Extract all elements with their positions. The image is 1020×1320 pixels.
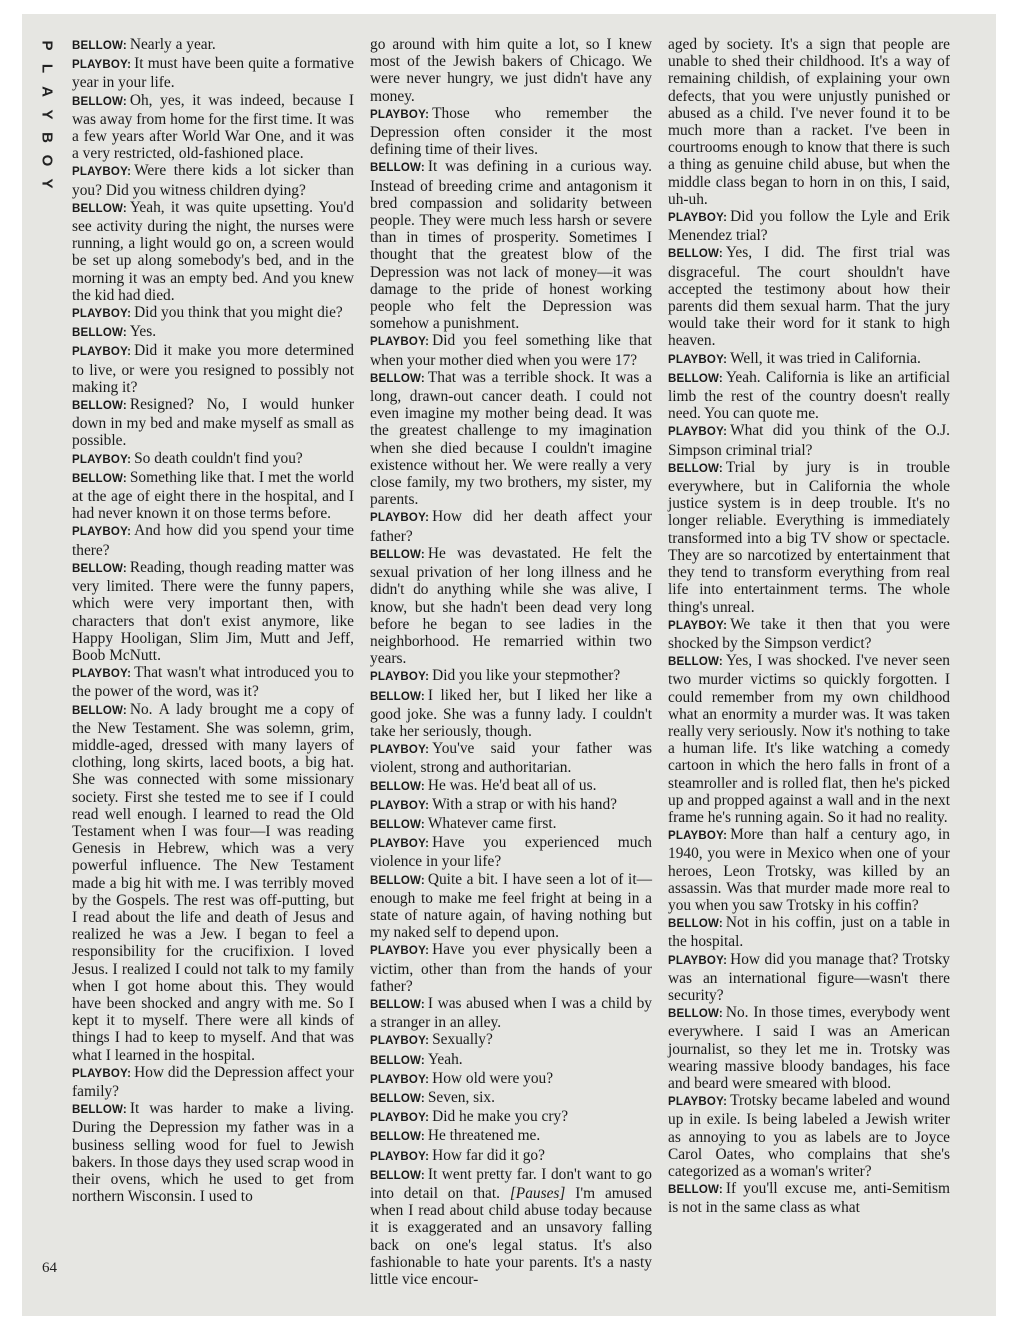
paragraph-text: Did you like your stepmother? [432, 667, 621, 685]
paragraph-text: Trial by jury is in trouble everywhere, but in California the whole justice system is in deep trouble. It's no longer reliable. Everything is immediately transformed into a big TV show or spectacle. They are so narcotized by entertainment that they tend to transform everything from real life into entertainment terms. The whole thing's unreal. [668, 458, 950, 616]
paragraph-text: Those who remember the Depression often consider it the most defining time of their lives. [370, 104, 652, 159]
speaker-label: PLAYBOY: [72, 166, 132, 179]
interview-paragraph [668, 616, 950, 652]
interview-paragraph [72, 701, 354, 1064]
paragraph-text: It must have been quite a formative year in your life. [72, 55, 354, 92]
speaker-label: PLAYBOY: [72, 346, 132, 359]
paragraph-text: Yes, I was shocked. I've never seen two murder victims so quickly forgotten. I could remember from my own childhood what an enormity a murder was. It was taken really very seriously. Now it's nothing to take a human life. It's like watching a comedy cartoon in which the hero falls in front of a steamroller and is rolled flat, then he's picked up and propped against a wall and in the next frame he's running again. So it had no reality. [668, 652, 950, 826]
speaker-label: PLAYBOY: [370, 1112, 430, 1125]
speaker-label: BELLOW: [370, 780, 425, 793]
interview-paragraph [370, 667, 652, 686]
speaker-label: BELLOW: [668, 462, 723, 475]
speaker-label: BELLOW: [370, 372, 425, 385]
interview-paragraph [370, 105, 652, 159]
speaker-label: PLAYBOY: [370, 1150, 430, 1163]
speaker-label: BELLOW: [370, 998, 425, 1011]
interview-paragraph [370, 1147, 652, 1166]
paragraph-text: How old were you? [432, 1069, 554, 1087]
paragraph-text: You've said your father was violent, strong and authoritarian. [370, 740, 652, 777]
interview-paragraph [370, 740, 652, 776]
paragraph-text: Did you think that you might die? [134, 304, 343, 322]
paragraph-text: aged by society. It's a sign that people are unable to shed their childhood. It's a way of remaining childish, of explaining your own defects, that you were unjustly punished or abused as a child. I've never found it to be much more than a racket. I've been in courtrooms enough to know that there is such a thing as genuine child abuse, but when the middle class began to horn in on this, I said, uh-uh. [668, 36, 950, 208]
speaker-label: PLAYBOY: [72, 308, 132, 321]
interview-paragraph [668, 1092, 950, 1180]
interview-paragraph [370, 796, 652, 815]
interview-paragraph [668, 652, 950, 826]
interview-paragraph [72, 323, 354, 342]
interview-paragraph [370, 815, 652, 834]
speaker-label: BELLOW: [370, 690, 425, 703]
paragraph-text: It went pretty far. I don't want to go into detail on that. [370, 1165, 652, 1202]
paragraph-text: go around with him quite a lot, so I knew most of the Jewish bakers of Chicago. We were never hungry, we just didn't have any money. [370, 36, 652, 105]
interview-paragraph [668, 1004, 950, 1092]
interview-paragraph [370, 871, 652, 942]
paragraph-text: More than half a century ago, in 1940, you were in Mexico when one of your heroes, Leon Trotsky, was killed by an assassin. Was that murder made more real to you when you saw Trotsky in his coffin? [668, 826, 950, 914]
speaker-label: PLAYBOY: [72, 1067, 132, 1080]
running-head-letter: P [38, 40, 56, 51]
speaker-label: PLAYBOY: [370, 1035, 430, 1048]
column-2 [370, 36, 652, 1288]
paragraph-text: He was. He'd beat all of us. [427, 776, 597, 794]
interview-paragraph [668, 459, 950, 616]
interview-paragraph [370, 508, 652, 544]
interview-paragraph [370, 1031, 652, 1050]
speaker-label: BELLOW: [72, 704, 127, 717]
speaker-label: PLAYBOY: [370, 512, 430, 525]
speaker-label: PLAYBOY: [370, 108, 430, 121]
paragraph-text: He threatened me. [427, 1127, 541, 1145]
paragraph-text: That wasn't what introduced you to the power of the word, was it? [72, 664, 354, 701]
interview-paragraph [370, 995, 652, 1031]
paragraph-text: Did it make you more determined to live, or were you resigned to possibly not making it? [72, 342, 354, 396]
speaker-label: BELLOW: [370, 818, 425, 831]
speaker-label: BELLOW: [72, 327, 127, 340]
interview-paragraph [370, 369, 652, 509]
interview-paragraph [72, 469, 354, 523]
paragraph-text: It was defining in a curious way. Instead of breeding crime and antagonism it bred compassion and solidarity between people. They were much less harsh or severe than in times of prosperity. Sometimes I thought that the greatest blow of the Depression was not lack of money—it was damage to the pride of honest working people who felt the Depression was somehow a punishment. [370, 158, 652, 333]
interview-paragraph [370, 687, 652, 741]
speaker-label: BELLOW: [668, 918, 723, 931]
column-3 [668, 36, 950, 1217]
running-head-letter: Y [38, 109, 56, 120]
speaker-label: BELLOW: [72, 95, 127, 108]
speaker-label: BELLOW: [668, 372, 723, 385]
speaker-label: BELLOW: [370, 1092, 425, 1105]
paragraph-text: Have you ever physically been a victim, other than from the hands of your father? [370, 941, 652, 995]
paragraph-text: We take it then that you were shocked by the Simpson verdict? [668, 615, 950, 652]
interview-paragraph [370, 1051, 652, 1070]
page-number: 64 [42, 1260, 57, 1276]
speaker-label: PLAYBOY: [370, 671, 430, 684]
paragraph-text: Not in his coffin, just on a table in the hospital. [668, 914, 950, 951]
speaker-label: BELLOW: [72, 202, 127, 215]
interview-paragraph [668, 826, 950, 914]
interview-paragraph [668, 914, 950, 950]
interview-paragraph [370, 158, 652, 332]
speaker-label: BELLOW: [370, 548, 425, 561]
speaker-label: PLAYBOY: [72, 526, 132, 539]
interview-paragraph [72, 396, 354, 450]
interview-paragraph [72, 1064, 354, 1100]
interview-paragraph [668, 1180, 950, 1216]
speaker-label: PLAYBOY: [370, 744, 430, 757]
paragraph-text: With a strap or with his hand? [432, 795, 618, 813]
paragraph-text: No. A lady brought me a copy of the New Testament. She was solemn, grim, middle-aged, dressed with many layers of clothing, long skirts, laced boots, a big hat. She was connected with some missionary society. First she tested me to see if I could read well enough. I learned to read the Old Testament when I was four—I was reading Genesis in Hebrew, which was a very powerful influence. The New Testament made a big hit with me. I was terribly moved by the Gospels. The rest was off-putting, but I read about the life and death of Jesus and realized he was a Jew. I began to feel a responsibility for the crucifixion. I loved Jesus. I realized I could not talk to my family when I got home about this. They would have been shocked and angry with me. So I kept it to myself. There were all kinds of things I had to keep to myself. And that was what I learned in the hospital. [72, 700, 354, 1064]
paragraph-text: Resigned? No, I would hunker down in my bed and make myself as small as possible. [72, 396, 354, 450]
interview-paragraph [668, 369, 950, 423]
speaker-label: PLAYBOY: [370, 336, 430, 349]
speaker-label: PLAYBOY: [72, 453, 132, 466]
interview-paragraph [668, 36, 950, 208]
paragraph-text: Yes, I did. The first trial was disgraceful. The court shouldn't have accepted the testimony about how their parents did them sexual harm. That the jury would take their word for it stank to high heaven. [668, 244, 950, 350]
paragraph-text: I was abused when I was a child by a stranger in an alley. [370, 994, 652, 1032]
paragraph-text: Quite a bit. I have seen a lot of it—enough to make me feel fright at being in a state of nature again, of having nothing but my naked self to depend upon. [370, 870, 652, 942]
interview-paragraph [72, 36, 354, 55]
speaker-label: BELLOW: [370, 1054, 425, 1067]
speaker-label: BELLOW: [668, 1008, 723, 1021]
speaker-label: PLAYBOY: [668, 830, 728, 843]
paragraph-text: Were there kids a lot sicker than you? Did you witness children dying? [72, 162, 354, 199]
interview-paragraph [370, 1166, 652, 1288]
paragraph-text: Nearly a year. [129, 36, 216, 53]
interview-paragraph [72, 1100, 354, 1205]
speaker-label: PLAYBOY: [668, 619, 728, 632]
paragraph-text: No. In those times, everybody went everywhere. I said I was an American journalist, so they let me in. Trotsky was wearing massive bloody bandages, his face and beard were smeared with blood. [668, 1004, 950, 1092]
interview-paragraph [72, 162, 354, 198]
paragraph-text: Trotsky became labeled and wound up in exile. Is being labeled a Jewish writer as annoying to you as labels are to Joyce Carol Oates, who complains that she's categorized as a woman's writer? [668, 1092, 950, 1180]
interview-paragraph [370, 777, 652, 796]
speaker-label: PLAYBOY: [370, 838, 430, 851]
interview-paragraph [72, 522, 354, 558]
interview-paragraph [370, 545, 652, 667]
paragraph-text: How did the Depression affect your family? [72, 1063, 354, 1100]
speaker-label: BELLOW: [72, 562, 127, 575]
paragraph-text: Well, it was tried in California. [730, 349, 921, 367]
interview-paragraph [370, 1089, 652, 1108]
paragraph-text: If you'll excuse me, anti-Semitism is not in the same class as what [668, 1180, 950, 1217]
speaker-label: PLAYBOY: [370, 799, 430, 812]
interview-paragraph [72, 92, 354, 163]
paragraph-text: Something like that. I met the world at the age of eight there in the hospital, and I had never known it on those terms before. [72, 468, 354, 523]
paragraph-text: How did you manage that? Trotsky was an international figure—wasn't there security? [668, 950, 950, 1004]
paragraph-text: Sexually? [432, 1031, 493, 1049]
paragraph-text: Seven, six. [427, 1088, 495, 1106]
paragraph-text: That was a terrible shock. It was a long, drawn-out cancer death. I could not even imagine my mother being dead. It was the greatest challenge to my imagination when she died because I couldn't imagine existence without her. We were really a very close family, my two brothers, my sister, my parents. [370, 368, 652, 509]
speaker-label: BELLOW: [370, 1169, 425, 1182]
paragraph-text: Did he make you cry? [432, 1108, 569, 1126]
speaker-label: BELLOW: [370, 162, 425, 175]
running-head [36, 34, 58, 195]
interview-paragraph [72, 559, 354, 664]
paragraph-text: Yeah. California is like an artificial limb the rest of the country doesn't really need. You can quote me. [668, 368, 950, 423]
speaker-label: BELLOW: [72, 400, 127, 413]
paragraph-text: I liked her, but I liked her like a good joke. She was a funny lady. I couldn't take her seriously, though. [370, 686, 652, 740]
running-head-letter: B [38, 132, 56, 143]
interview-paragraph [668, 422, 950, 458]
speaker-label: PLAYBOY: [668, 954, 728, 967]
interview-paragraph [72, 199, 354, 304]
interview-paragraph [72, 304, 354, 323]
running-head-letter: A [38, 86, 56, 97]
interview-paragraph [72, 664, 354, 700]
paragraph-text: What did you think of the O.J. Simpson criminal trial? [668, 422, 950, 459]
interview-paragraph [668, 208, 950, 244]
interview-paragraph [72, 450, 354, 469]
speaker-label: PLAYBOY: [668, 212, 728, 225]
interview-paragraph [668, 350, 950, 369]
paragraph-text: Whatever came first. [427, 814, 557, 832]
speaker-label: PLAYBOY: [370, 1073, 430, 1086]
speaker-label: BELLOW: [72, 472, 127, 485]
interview-paragraph [668, 244, 950, 349]
speaker-label: BELLOW: [72, 1104, 127, 1117]
interview-paragraph [370, 332, 652, 368]
paragraph-text: Yes. [129, 323, 157, 341]
speaker-label: BELLOW: [370, 874, 425, 887]
interview-paragraph [72, 55, 354, 91]
paragraph-text: Did you follow the Lyle and Erik Menendez trial? [668, 208, 950, 245]
interview-paragraph [370, 1127, 652, 1146]
paragraph-text: Reading, though reading matter was very limited. There were the funny papers, which were very important then, with characters that don't exist anymore, like Happy Hooligan, Slim Jim, Mutt and Jeff, Boob McNutt. [72, 558, 354, 664]
interview-paragraph [370, 1108, 652, 1127]
interview-paragraph [370, 941, 652, 995]
magazine-page [22, 14, 996, 1316]
interview-paragraph [370, 1070, 652, 1089]
paragraph-text: So death couldn't find you? [134, 449, 303, 467]
running-head-letter: Y [38, 178, 56, 189]
speaker-label: BELLOW: [668, 248, 723, 261]
speaker-label: PLAYBOY: [72, 59, 132, 72]
paragraph-text: How did her death affect your father? [370, 508, 652, 545]
stage-direction: [Pauses] [509, 1185, 566, 1202]
interview-paragraph [370, 834, 652, 870]
speaker-label: PLAYBOY: [668, 353, 728, 366]
speaker-label: PLAYBOY: [668, 1096, 728, 1109]
interview-paragraph [668, 951, 950, 1005]
speaker-label: PLAYBOY: [370, 945, 430, 958]
speaker-label: BELLOW: [668, 656, 723, 669]
speaker-label: BELLOW: [370, 1131, 425, 1144]
paragraph-text: It was harder to make a living. During the Depression my father was in a business selling wood for fuel to Jewish bakers. In those days they used scrap wood in their ovens, which he used to get from northern Wisconsin. I used to [72, 1100, 354, 1206]
paragraph-text: He was devastated. He felt the sexual privation of her long illness and he didn't do anything while she was alive, I know, but she hadn't been dead very long before he began to see ladies in the neighborhood. He remarried within two years. [370, 544, 652, 668]
column-1 [72, 36, 354, 1205]
paragraph-text: Have you experienced much violence in your life? [370, 834, 652, 871]
speaker-label: BELLOW: [668, 1184, 723, 1197]
paragraph-text: And how did you spend your time there? [72, 522, 354, 559]
speaker-label: PLAYBOY: [72, 668, 132, 681]
running-head-letter: L [38, 63, 56, 74]
paragraph-text: Did you feel something like that when your mother died when you were 17? [370, 332, 652, 369]
interview-paragraph [370, 36, 652, 105]
interview-paragraph [72, 342, 354, 396]
running-head-letter: O [38, 154, 56, 167]
paragraph-text-continued: I'm amused when I read about child abuse today because it is exaggerated and an unsavory falling back on one's legal status. It's also fashionable to hate your parents. It's a nasty little vice encour- [370, 1185, 652, 1289]
paragraph-text: How far did it go? [432, 1146, 545, 1164]
paragraph-text: Oh, yes, it was indeed, because I was away from home for the first time. It was a few years after World War One, and it was a very restricted, old-fashioned place. [72, 91, 354, 163]
speaker-label: PLAYBOY: [668, 426, 728, 439]
paragraph-text: Yeah. [427, 1050, 463, 1068]
paragraph-text: Yeah, it was quite upsetting. You'd see activity during the night, the nurses were running, a light would go on, a screen would be set up along somebody's bed, and in the morning it was an empty bed. And you knew the kid had died. [72, 198, 354, 304]
speaker-label: BELLOW: [72, 40, 127, 52]
